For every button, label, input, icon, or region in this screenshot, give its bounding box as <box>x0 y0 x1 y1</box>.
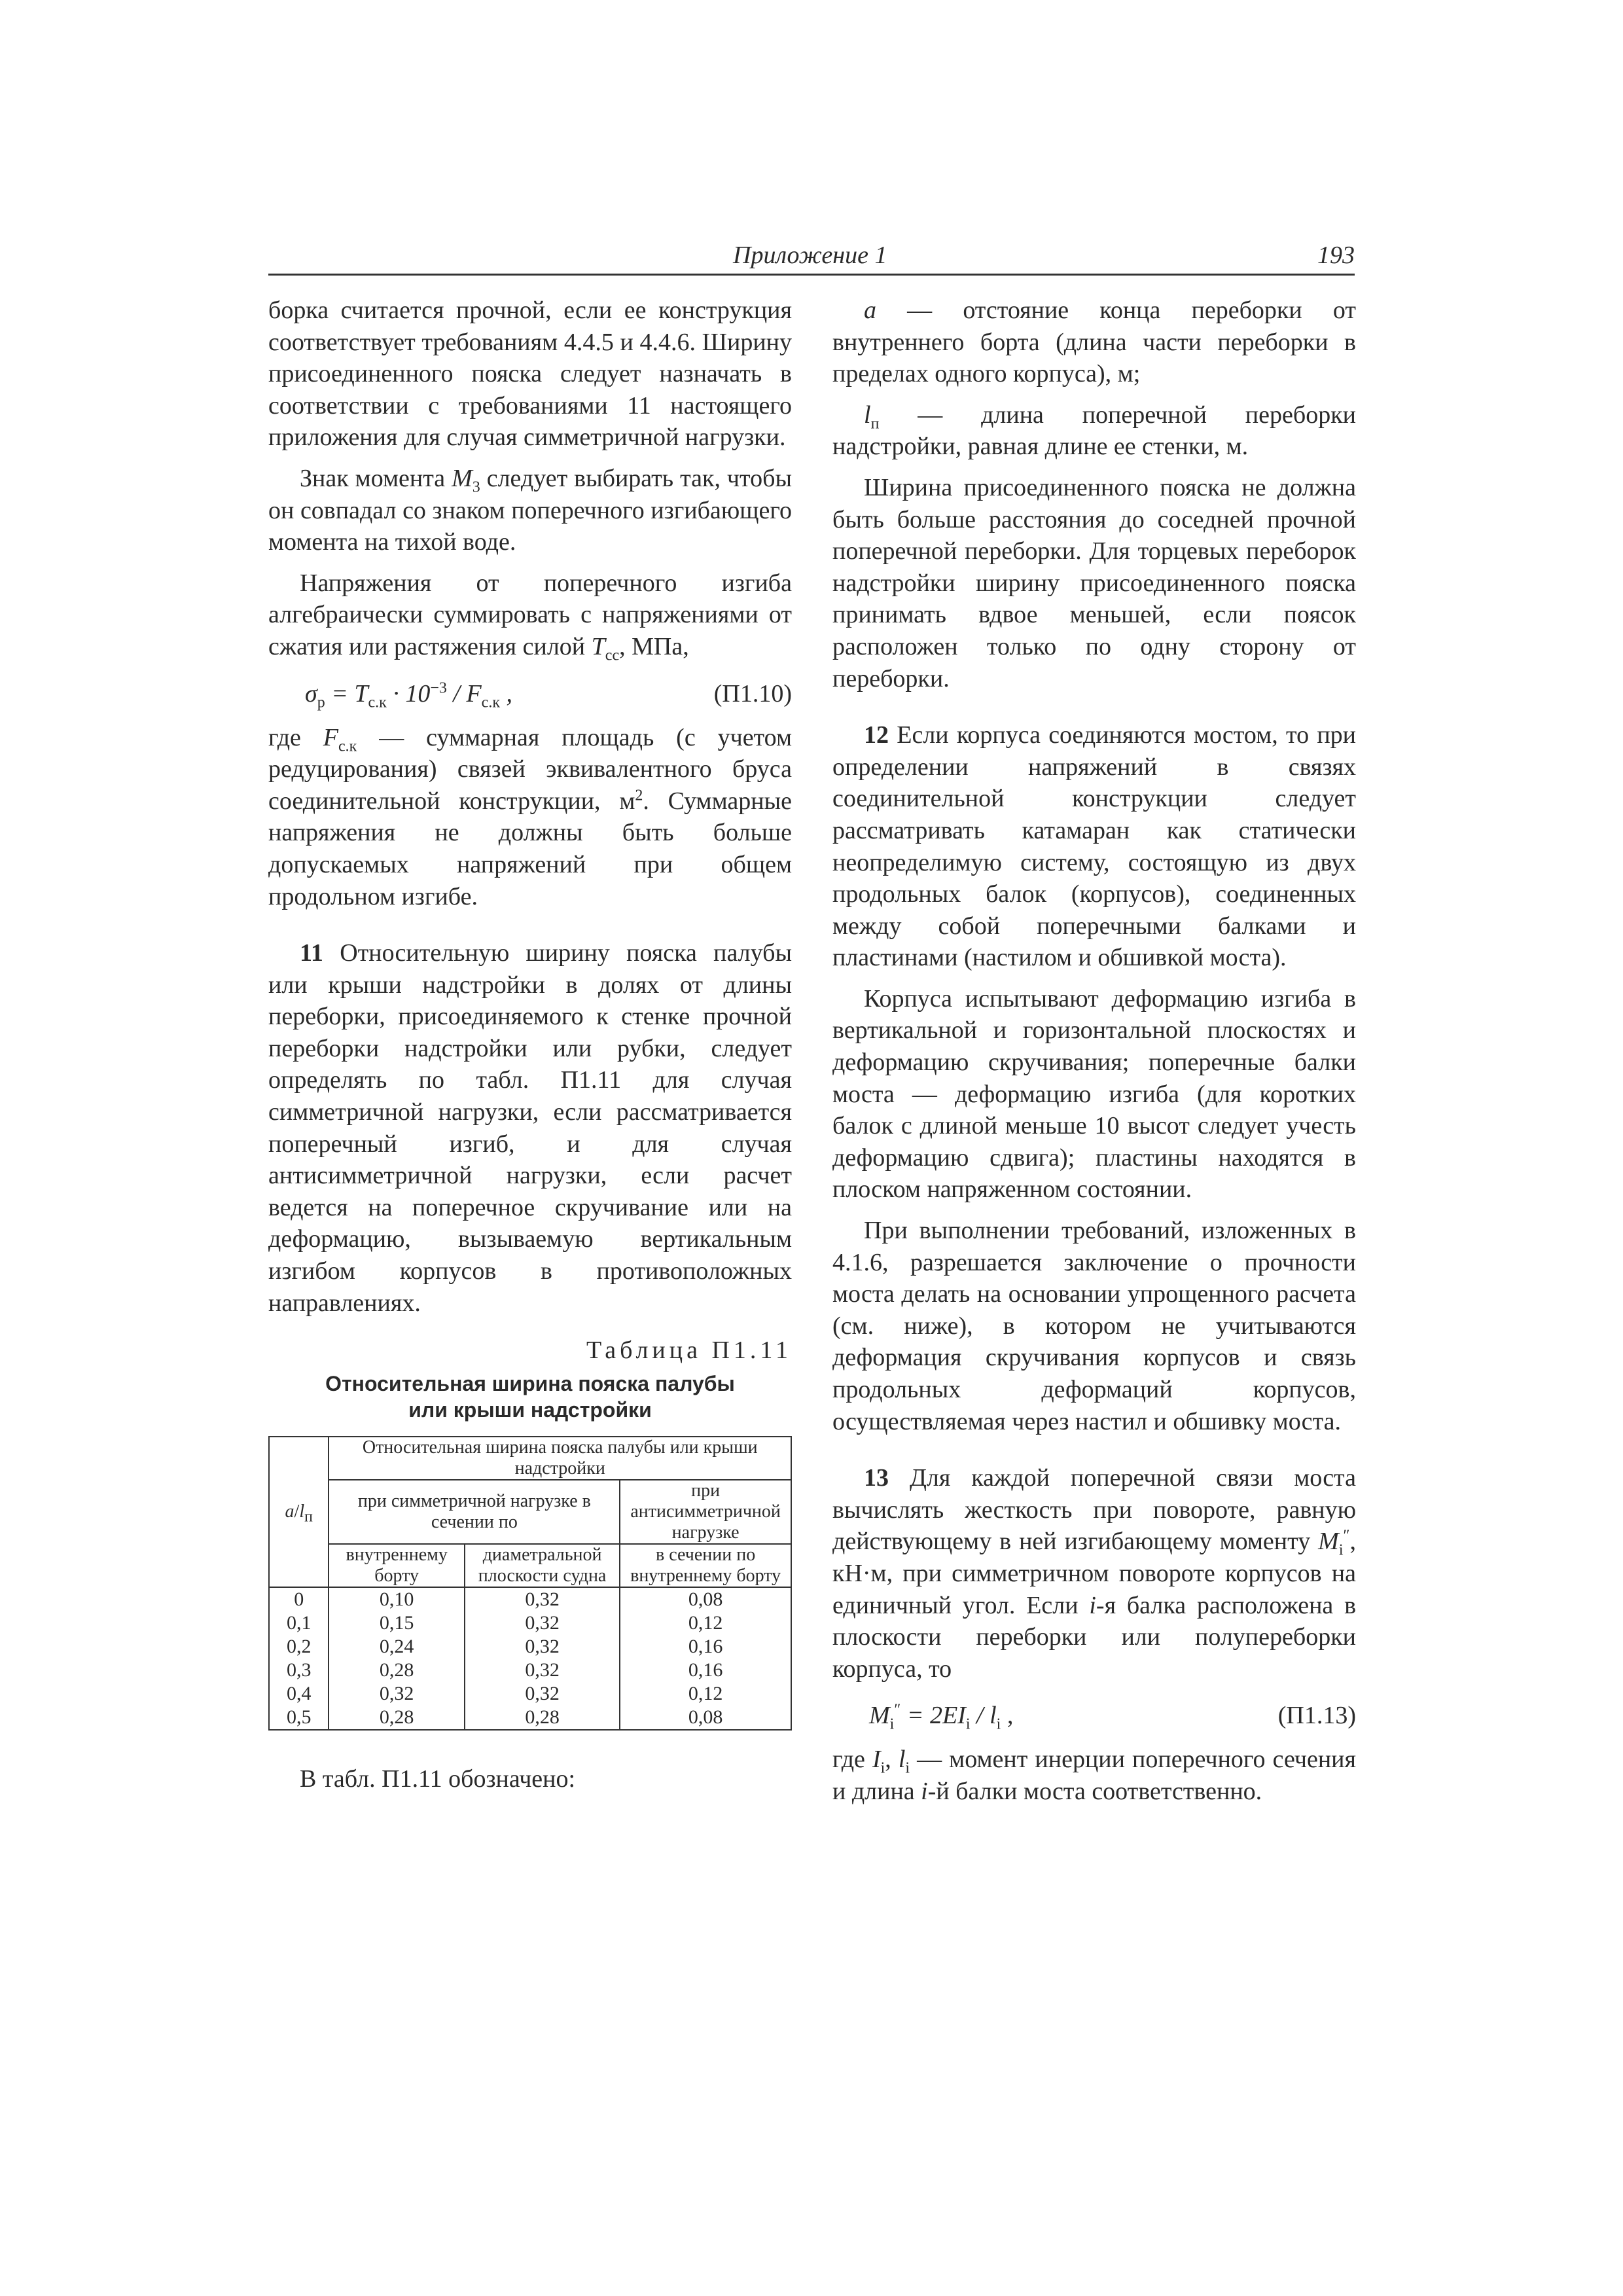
table-row: 0,3 0,28 0,32 0,16 <box>269 1659 791 1682</box>
paragraph: Знак момента $M_3$ следует выбирать так, чтобы он совпадал со знаком поперечного изгибающего момента на тихой воде. <box>268 464 792 556</box>
section-number: 12 <box>864 721 889 749</box>
paragraph: При выполнении требований, изложенных в 4.1.6, разрешается заключение о прочности моста делать на основании упрощенного расчета (см. ниже), в котором не учитываются деформация скручивания корпусов и связь продольных деформаций корпусов, осуществляемая через настил и обшивку моста. <box>832 1217 1356 1435</box>
column-header-anti-inner: в сечении по внутреннему борту <box>620 1544 791 1587</box>
section-paragraph: 11 Относительную ширину пояска палубы или крыши надстройки в долях от длины переборки, присоединяемого к стенке прочной переборки надстройки или рубки, следует определять по табл. П1.11 для случая симметричной нагрузки, если рассматривается поперечный изгиб, и для случая антисимметричной нагрузки, если расчет ведется на поперечное скручивание или на деформацию, вызываемую вертикальным изгибом корпусов в противоположных направлениях. <box>268 939 792 1317</box>
equation-expression: $\sigma_р = T_{с.к} \cdot 10^{-3} / F_{с.к}$ , <box>305 679 512 711</box>
paragraph: В табл. П1.11 обозначено: <box>300 1765 576 1793</box>
table-title: Относительная ширина пояска палубы или крыши надстройки <box>325 1371 735 1422</box>
data-table <box>268 1436 792 1731</box>
column-header-ratio: $a/l_п$ <box>269 1437 329 1587</box>
paragraph: где $F_{с.к}$ — суммарная площадь (с учетом редуцирования) связей эквивалентного бруса соединительной конструкции, $м^2$. Суммарные напряжения не должны быть больше допускаемых напряжений при общем продольном изгибе. <box>268 723 792 910</box>
equation-p1-13 <box>832 1694 1356 1737</box>
equation-number: (П1.10) <box>713 679 792 708</box>
table-row: 0,2 0,24 0,32 0,16 <box>269 1635 791 1659</box>
section-number: 13 <box>864 1464 889 1492</box>
column-header-symmetric: при симметричной нагрузке в сечении по <box>329 1480 620 1544</box>
table-row: 0,4 0,32 0,32 0,12 <box>269 1682 791 1706</box>
page-header <box>268 241 1355 276</box>
paragraph: Напряжения от поперечного изгиба алгебраически суммировать с напряжениями от сжатия или растяжения силой $T_{cc}$, МПа, <box>268 569 792 664</box>
definition: a — отстояние конца переборки от внутреннего борта (длина части переборки в пределах одного корпуса), м; <box>832 296 1356 388</box>
left-column <box>268 295 792 1804</box>
table-row: 0,5 0,28 0,28 0,08 <box>269 1706 791 1730</box>
column-header-antisymmetric: при антисимметричной нагрузке <box>620 1480 791 1544</box>
paragraph: где $I_i$, $l_i$ — момент инерции поперечного сечения и длина i-й балки моста соответственно. <box>832 1746 1356 1805</box>
equation-number: (П1.13) <box>1277 1702 1356 1730</box>
table-row: 0,1 0,15 0,32 0,12 <box>269 1611 791 1635</box>
section-paragraph: 13 Для каждой поперечной связи моста вычислять жесткость при повороте, равную действующему в ней изгибающему моменту $M_i''$, кН·м, при симметричном повороте корпусов на единичный угол. Если i-я балка расположена в плоскости переборки или полупереборки корпуса, то <box>832 1464 1357 1683</box>
table-row: 0 0,10 0,32 0,08 <box>269 1587 791 1611</box>
table-label: Таблица П1.11 <box>586 1336 792 1365</box>
paragraph: Ширина присоединенного пояска не должна быть больше расстояния до соседней прочной поперечной переборки. Для торцевых переборок надстройки ширину присоединенного пояска принимать вдвое меньшей, если поясок расположен только по одну сторону от переборки. <box>832 473 1356 692</box>
paragraph: борка считается прочной, если ее конструкция соответствует требованиям 4.4.5 и 4.4.6. Ширину присоединенного пояска следует назначать в соответствии с требованиями 11 настоящего приложения для случая симметричной нагрузки. <box>268 296 792 452</box>
section-paragraph: 12 Если корпуса соединяются мостом, то при определении напряжений в связях соединительной конструкции следует рассматривать катамаран как статически неопределимую систему, состоящую из двух продольных балок (корпусов), соединенных между собой поперечными балками и пластинами (настилом и обшивкой моста). <box>832 721 1356 972</box>
equation-expression: $M_i'' = 2EI_i / l_i$ , <box>869 1701 1014 1733</box>
equation-p1-10 <box>268 672 792 715</box>
right-column <box>832 295 1356 1817</box>
page-number: 193 <box>1317 242 1355 269</box>
running-title: Приложение 1 <box>733 242 887 269</box>
section-number: 11 <box>300 939 323 967</box>
definition: $l_п$ — длина поперечной переборки надстройки, равная длине ее стенки, м. <box>832 401 1356 461</box>
column-header-main: Относительная ширина пояска палубы или крыши надстройки <box>329 1437 791 1480</box>
column-header-inner-board: внутреннему борту <box>329 1544 464 1587</box>
column-header-centerline: диаметральной плоскости судна <box>465 1544 620 1587</box>
paragraph: Корпуса испытывают деформацию изгиба в вертикальной и горизонтальной плоскостях и деформацию скручивания; поперечные балки моста — деформацию изгиба (для коротких балок с длиной меньше 10 высот следует учесть деформацию сдвига); пластины находятся в плоском напряженном состоянии. <box>832 984 1356 1204</box>
